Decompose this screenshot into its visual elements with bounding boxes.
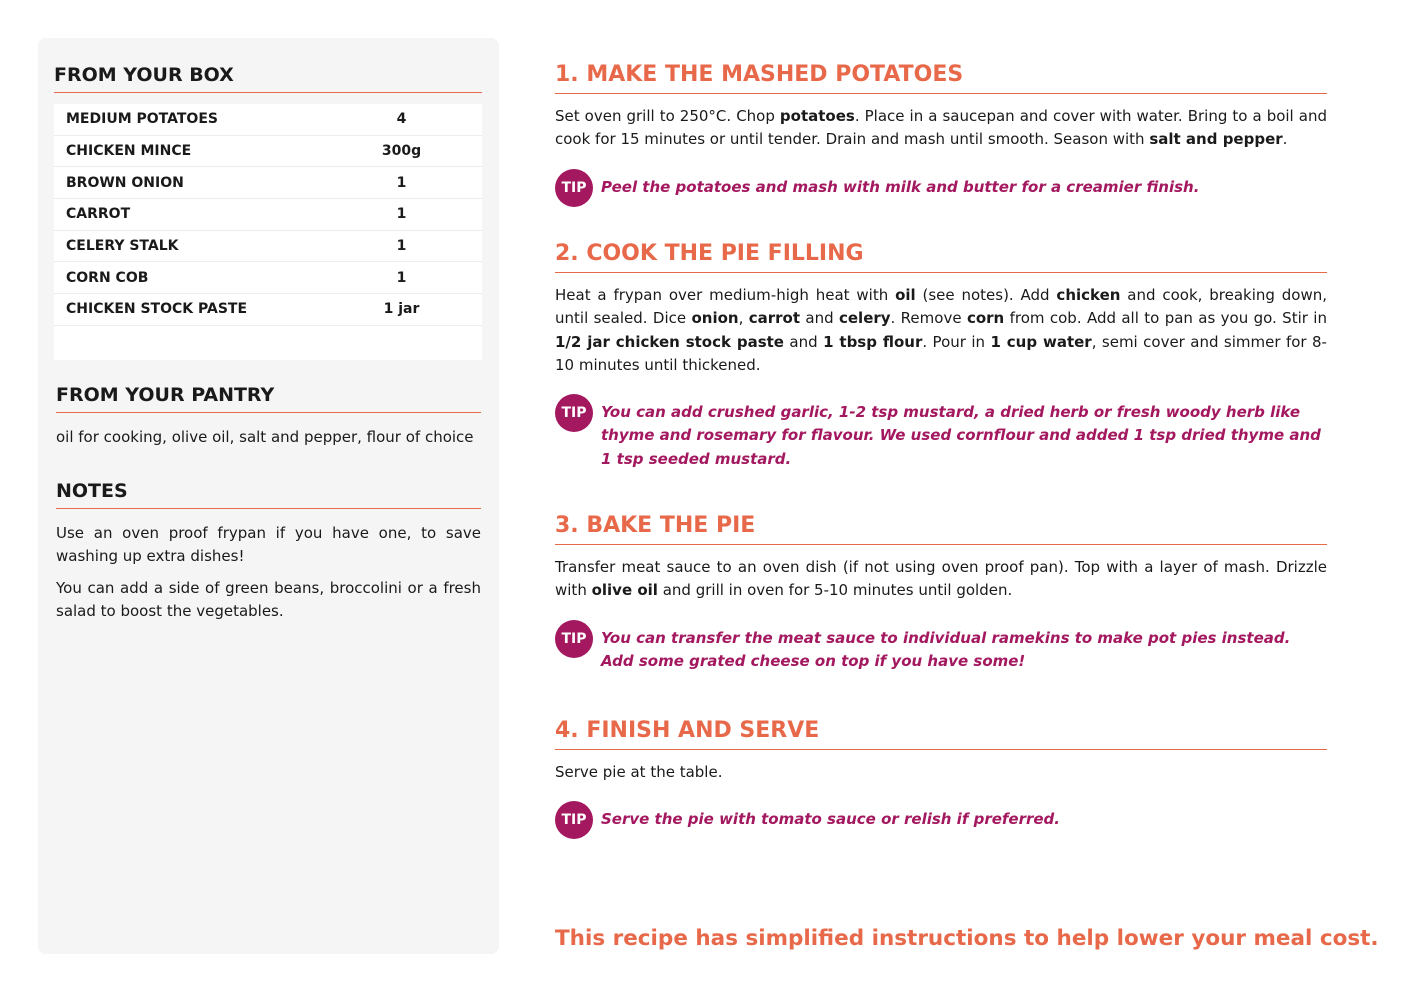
ingredient-quantity: 1 jar [383,301,420,318]
ingredients-panel [38,38,499,954]
instruction-text: and grill in oven for 5-10 minutes until golden. [657,581,1013,600]
tip-badge-icon: TIP [555,620,593,658]
ingredient-highlight: 1/2 jar chicken stock paste [555,332,784,351]
ingredient-quantity: 1 [396,269,407,286]
tip-callout [555,801,1327,839]
tip-callout [555,394,1327,471]
ingredient-highlight: chicken [1056,286,1121,304]
from-your-box-heading: FROM YOUR BOX [54,64,482,93]
tip-badge-icon: TIP [555,394,593,432]
tip-callout [555,169,1327,207]
instruction-text: , semi cover and simmer for 8-10 minutes until thickened. [555,332,1327,374]
instruction-text: and cook, breaking down, until sealed. Dice [555,286,1327,328]
instruction-text: . Remove [890,309,967,328]
ingredient-name: CARROT [66,206,131,223]
instruction-text: . [1282,130,1288,149]
step-instructions [555,761,1327,784]
ingredient-name: CORN COB [66,269,149,286]
ingredient-quantity: 4 [396,111,407,128]
pantry-items-text: oil for cooking, olive oil, salt and pepper, flour of choice [56,428,474,446]
step-title: 4. FINISH AND SERVE [555,718,1327,750]
note-paragraph: Use an oven proof frypan if you have one, to save washing up extra dishes! [56,524,481,565]
tip-callout [555,620,1327,674]
ingredients-table [54,104,482,360]
notes-heading: NOTES [56,480,481,509]
ingredient-row [54,167,482,199]
step-title: 1. MAKE THE MASHED POTATOES [555,62,1327,94]
step-title: 3. BAKE THE PIE [555,513,1327,545]
instruction-text: and [783,332,824,351]
step-1 [555,62,1327,207]
tip-badge-icon: TIP [555,801,593,839]
instruction-text: Serve pie at the table. [555,763,723,781]
ingredient-row [54,136,482,168]
ingredient-highlight: corn [966,309,1005,328]
ingredient-highlight: 1 tbsp flour [823,332,923,351]
ingredient-name: BROWN ONION [66,174,184,191]
step-instructions [555,556,1327,603]
ingredient-quantity: 300g [381,143,422,160]
instruction-text: , [738,309,749,328]
ingredient-highlight: 1 cup water [990,332,1092,351]
footer-note: This recipe has simplified instructions to help lower your meal cost. [555,926,1379,951]
ingredient-highlight: olive oil [591,581,658,600]
instruction-text: . Pour in [922,332,991,351]
instruction-text: from cob. Add all to pan as you go. Stir in [1004,309,1327,328]
ingredient-row [54,262,482,294]
ingredient-name: CHICKEN MINCE [66,143,192,160]
note-paragraph: You can add a side of green beans, broccolini or a fresh salad to boost the vegetables. [56,579,481,620]
step-instructions [555,284,1327,377]
ingredient-highlight: potatoes [779,107,855,125]
ingredient-highlight: carrot [748,309,801,328]
instruction-text: Heat a frypan over medium-high heat with [555,286,896,304]
ingredient-row [54,199,482,231]
tip-text: You can transfer the meat sauce to individual ramekins to make pot pies instead. Add some grated cheese on top if you have some! [601,628,1291,670]
step-3 [555,513,1327,673]
ingredient-name: MEDIUM POTATOES [66,111,218,128]
step-title: 2. COOK THE PIE FILLING [555,241,1327,273]
notes-body [56,522,481,632]
step-2 [555,241,1327,471]
ingredient-name: CELERY STALK [66,238,179,255]
ingredient-highlight: onion [691,309,739,328]
instruction-text: . Place in a saucepan and cover with water. Bring to a boil and cook for 15 minutes or until tender. Drain and mash until smooth. Season with [555,107,1327,149]
ingredient-quantity: 1 [396,238,407,255]
instruction-text: Set oven grill to 250°C. Chop [555,107,780,125]
ingredient-highlight: oil [895,286,916,304]
instruction-text: Transfer meat sauce to an oven dish (if not using oven proof pan). Top with a layer of mash. Drizzle with [555,558,1327,600]
tip-text: Serve the pie with tomato sauce or relish if preferred. [601,810,1060,829]
instruction-text: (see notes). Add [915,286,1057,304]
ingredient-row [54,294,482,326]
instruction-text: and [800,309,839,328]
from-your-pantry-heading: FROM YOUR PANTRY [56,384,481,413]
tip-text: You can add crushed garlic, 1-2 tsp mustard, a dried herb or fresh woody herb like thyme and rosemary for flavour. We used cornflour and added 1 tsp dried thyme and 1 tsp seeded mustard. [601,403,1321,468]
tip-text: Peel the potatoes and mash with milk and butter for a creamier finish. [601,177,1200,196]
ingredient-highlight: salt and pepper [1149,130,1283,149]
ingredient-row [54,104,482,136]
ingredient-quantity: 1 [396,206,407,223]
step-4 [555,718,1327,839]
ingredient-row [54,231,482,263]
tip-badge-icon: TIP [555,169,593,207]
ingredient-quantity: 1 [396,174,407,191]
ingredient-highlight: celery [838,309,891,328]
step-instructions [555,105,1327,152]
ingredient-name: CHICKEN STOCK PASTE [66,301,248,318]
